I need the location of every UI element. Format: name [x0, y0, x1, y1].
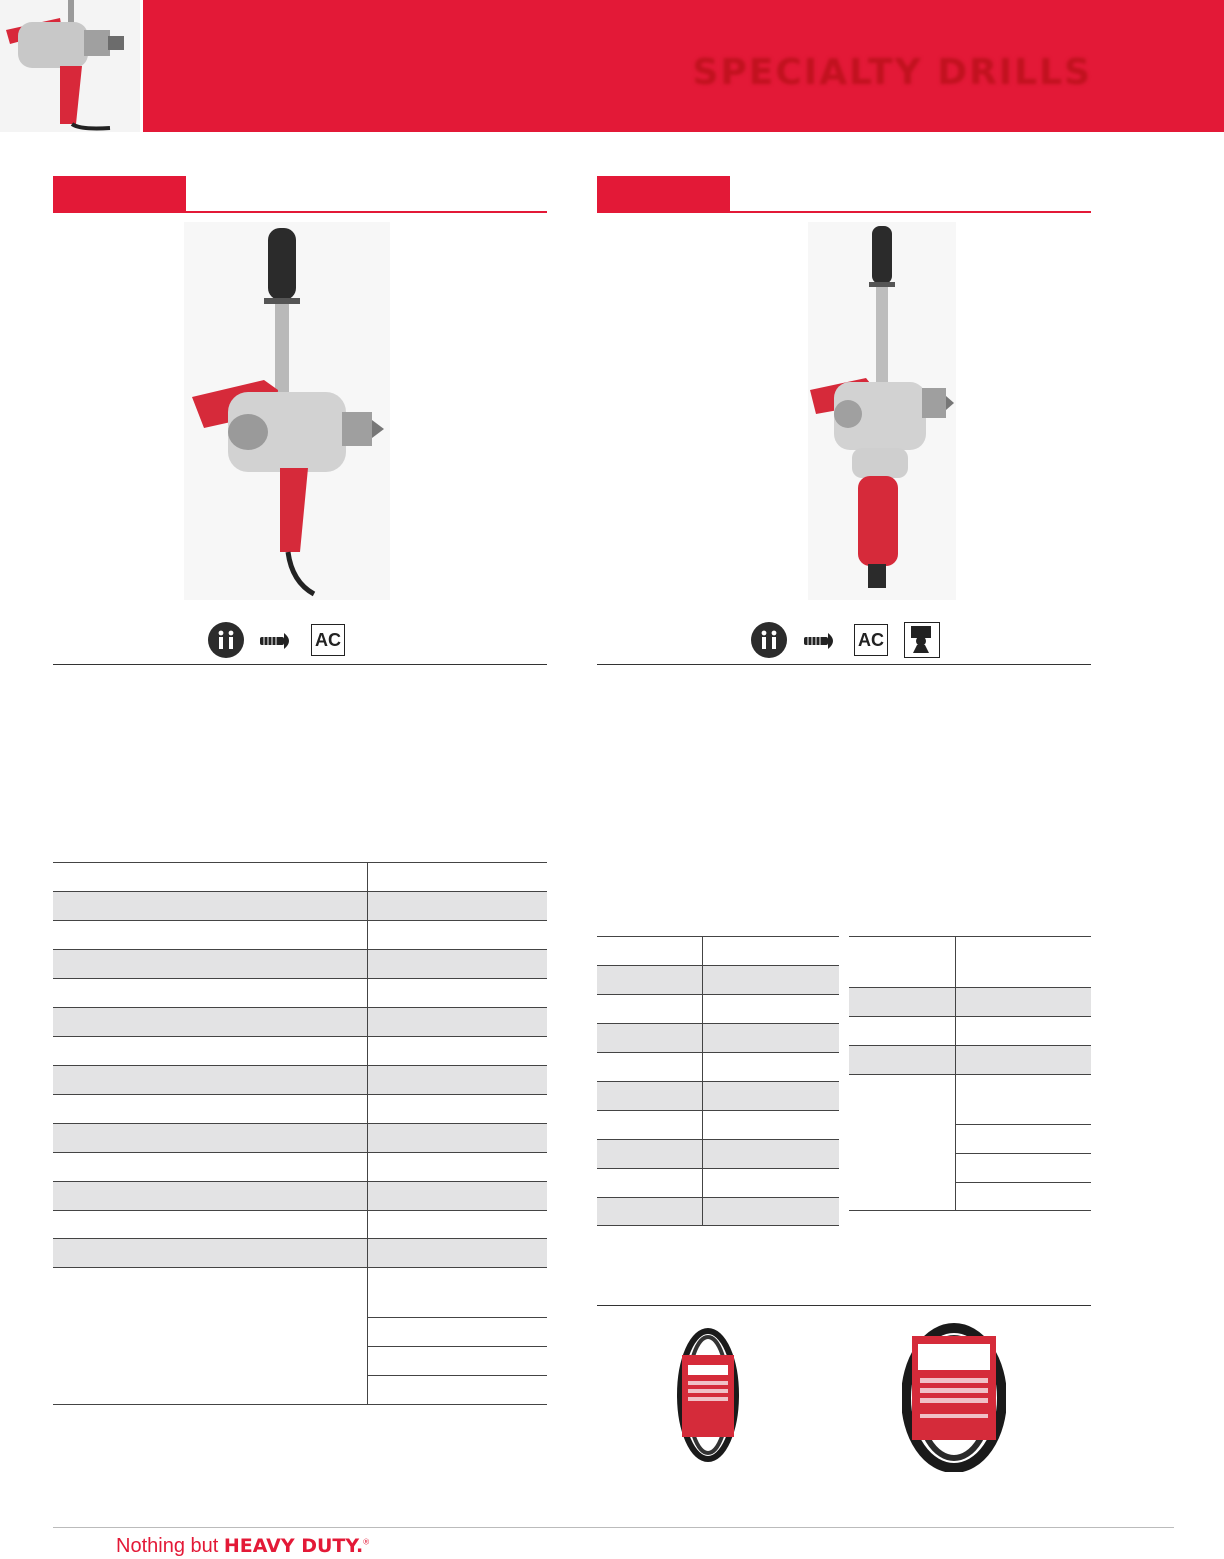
footer-slogan [116, 1535, 369, 1558]
registered-mark: ® [363, 1537, 370, 1547]
accessories-divider [597, 1305, 1091, 1306]
side-handle-icon [258, 629, 296, 653]
cord-set-left-photo [672, 1325, 744, 1467]
cord-set-right-photo [902, 1318, 1006, 1472]
right-spec-table-a [597, 936, 839, 1226]
footer-divider [53, 1527, 1174, 1528]
left-spec-table [53, 862, 547, 1405]
ac-power-icon: AC [311, 624, 345, 656]
page-title: SPECIALTY DRILLS [692, 52, 1092, 93]
footer-slogan-bold: HEAVY DUTY. [223, 1535, 364, 1557]
left-product-tab-rule [53, 211, 547, 213]
header-product-thumbnail [0, 0, 140, 132]
side-handle-icon [802, 629, 840, 653]
right-product-tab [597, 176, 730, 212]
info-icon [751, 622, 787, 658]
right-divider [597, 664, 1091, 665]
footer-slogan-prefix: Nothing but [116, 1535, 224, 1557]
ac-power-icon: AC [854, 624, 888, 656]
left-product-photo [184, 222, 390, 600]
left-divider [53, 664, 547, 665]
right-product-photo [808, 222, 956, 600]
left-product-tab [53, 176, 186, 212]
right-spec-table-b [849, 936, 1091, 1211]
info-icon [208, 622, 244, 658]
right-product-tab-rule [597, 211, 1091, 213]
user-manual-icon [904, 622, 940, 658]
